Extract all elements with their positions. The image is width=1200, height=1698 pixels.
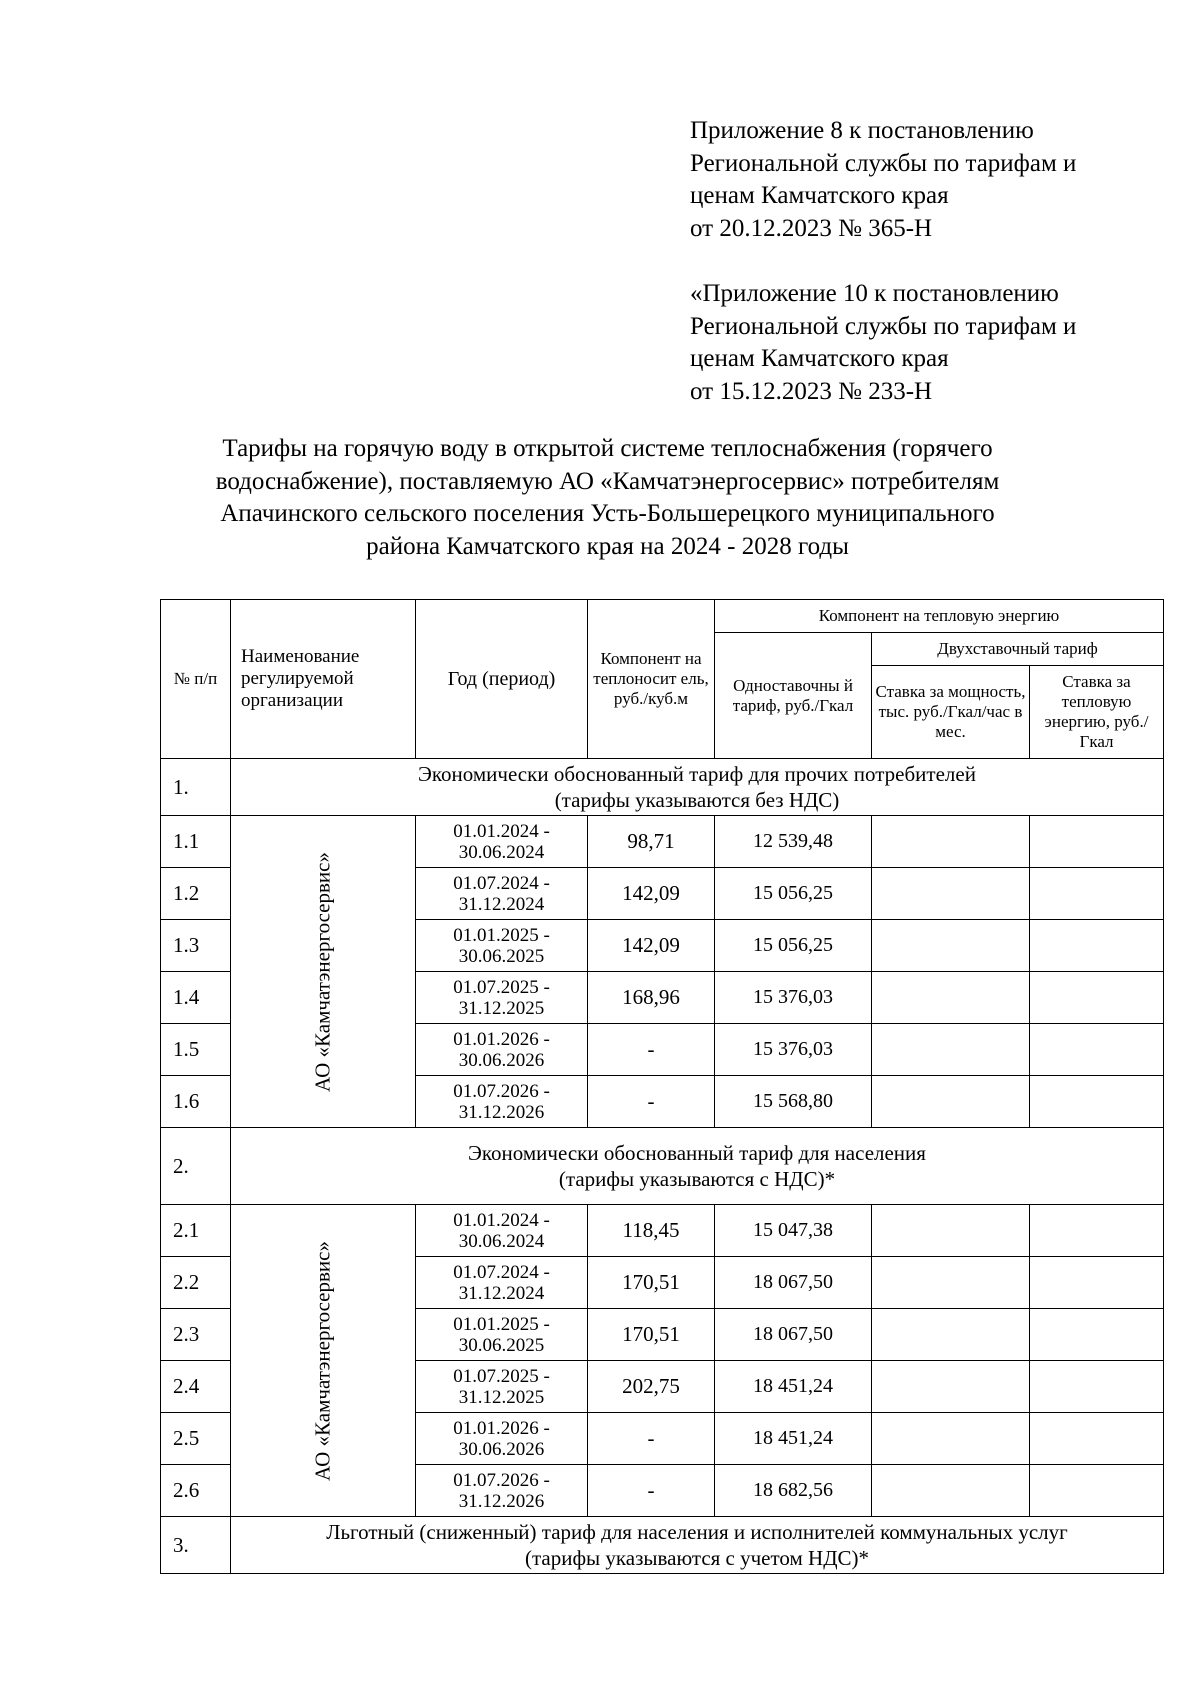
appendix-line: «Приложение 10 к постановлению — [690, 280, 1059, 307]
section-title-line: (тарифы указываются без НДС) — [554, 788, 840, 812]
period-end: 31.12.2026 — [458, 1490, 545, 1512]
section-title — [231, 1517, 1164, 1574]
carrier-value: 168,96 — [588, 972, 715, 1024]
carrier-value: 118,45 — [588, 1205, 715, 1257]
appendix-line: Приложение 8 к постановлению — [690, 117, 1034, 144]
capacity-rate-value — [872, 1205, 1030, 1257]
section-row — [161, 1128, 1164, 1205]
period-cell — [416, 1024, 588, 1076]
period-end: 30.06.2024 — [458, 841, 545, 863]
period-cell — [416, 1361, 588, 1413]
carrier-value: 170,51 — [588, 1309, 715, 1361]
section-number: 3. — [161, 1517, 231, 1574]
header-energy-rate: Ставка за тепловую энергию, руб./Гкал — [1030, 666, 1164, 759]
single-rate-value: 18 451,24 — [715, 1413, 872, 1465]
organization-name: АО «Камчатэнергосервис» — [310, 1240, 335, 1481]
title-line: Апачинского сельского поселения Усть-Большерецкого муниципального — [220, 500, 995, 527]
carrier-value: 170,51 — [588, 1257, 715, 1309]
single-rate-value: 15 056,25 — [715, 920, 872, 972]
energy-rate-value — [1030, 1024, 1164, 1076]
carrier-value: 202,75 — [588, 1361, 715, 1413]
period-end: 31.12.2025 — [458, 1386, 545, 1408]
section-title-line: Льготный (сниженный) тариф для населения и исполнителей коммунальных услуг — [326, 1520, 1068, 1544]
row-number: 1.1 — [161, 816, 231, 868]
capacity-rate-value — [872, 1076, 1030, 1128]
period-start: 01.07.2025 - — [453, 1365, 550, 1387]
period-cell — [416, 972, 588, 1024]
title-line: района Камчатского края на 2024 - 2028 годы — [366, 532, 849, 560]
appendix-reference-previous — [690, 278, 1076, 408]
appendix-line: от 20.12.2023 № 365-Н — [690, 214, 933, 242]
section-title — [231, 759, 1164, 816]
capacity-rate-value — [872, 1024, 1030, 1076]
single-rate-value: 15 568,80 — [715, 1076, 872, 1128]
header-heat-component: Компонент на тепловую энергию — [715, 600, 1164, 633]
row-number: 1.5 — [161, 1024, 231, 1076]
energy-rate-value — [1030, 1465, 1164, 1517]
period-start: 01.07.2025 - — [453, 976, 550, 998]
period-start: 01.01.2026 - — [453, 1028, 550, 1050]
single-rate-value: 12 539,48 — [715, 816, 872, 868]
energy-rate-value — [1030, 920, 1164, 972]
row-number: 2.3 — [161, 1309, 231, 1361]
header-two-rate: Двухставочный тариф — [872, 633, 1164, 666]
section-title-line: (тарифы указываются с НДС)* — [558, 1167, 836, 1191]
period-cell — [416, 1205, 588, 1257]
period-start: 01.01.2026 - — [453, 1417, 550, 1439]
header-num: № п/п — [161, 600, 231, 759]
organization-cell — [231, 1205, 416, 1517]
period-cell — [416, 868, 588, 920]
row-number: 1.2 — [161, 868, 231, 920]
table-row — [161, 1205, 1164, 1257]
period-end: 30.06.2026 — [458, 1049, 545, 1071]
row-number: 1.4 — [161, 972, 231, 1024]
row-number: 2.2 — [161, 1257, 231, 1309]
period-cell — [416, 816, 588, 868]
row-number: 2.1 — [161, 1205, 231, 1257]
organization-name: АО «Камчатэнергосервис» — [310, 851, 335, 1092]
period-end: 30.06.2025 — [458, 945, 545, 967]
period-start: 01.07.2026 - — [453, 1080, 550, 1102]
period-end: 31.12.2024 — [458, 1282, 545, 1304]
period-start: 01.01.2024 - — [453, 820, 550, 842]
period-end: 31.12.2025 — [458, 997, 545, 1019]
carrier-value: 142,09 — [588, 920, 715, 972]
period-end: 30.06.2025 — [458, 1334, 545, 1356]
period-end: 30.06.2026 — [458, 1438, 545, 1460]
period-cell — [416, 920, 588, 972]
single-rate-value: 18 682,56 — [715, 1465, 872, 1517]
capacity-rate-value — [872, 1413, 1030, 1465]
energy-rate-value — [1030, 1076, 1164, 1128]
energy-rate-value — [1030, 1205, 1164, 1257]
single-rate-value: 18 067,50 — [715, 1257, 872, 1309]
document-title — [150, 433, 1065, 563]
header-organization: Наименование регулируемой организации — [231, 600, 416, 759]
single-rate-value: 18 067,50 — [715, 1309, 872, 1361]
carrier-value: 98,71 — [588, 816, 715, 868]
title-line: Тарифы на горячую воду в открытой системе теплоснабжения (горячего — [222, 435, 993, 462]
energy-rate-value — [1030, 1413, 1164, 1465]
row-number: 1.6 — [161, 1076, 231, 1128]
capacity-rate-value — [872, 972, 1030, 1024]
period-end: 30.06.2024 — [458, 1230, 545, 1252]
single-rate-value: 15 047,38 — [715, 1205, 872, 1257]
carrier-value: - — [588, 1413, 715, 1465]
carrier-value: 142,09 — [588, 868, 715, 920]
capacity-rate-value — [872, 1465, 1030, 1517]
single-rate-value: 15 376,03 — [715, 972, 872, 1024]
energy-rate-value — [1030, 816, 1164, 868]
section-title-line: (тарифы указываются с учетом НДС)* — [524, 1546, 870, 1570]
period-end: 31.12.2024 — [458, 893, 545, 915]
header-carrier-component: Компонент на теплоносит ель, руб./куб.м — [588, 600, 715, 759]
period-end: 31.12.2026 — [458, 1101, 545, 1123]
period-cell — [416, 1309, 588, 1361]
single-rate-value: 15 376,03 — [715, 1024, 872, 1076]
appendix-line: ценам Камчатского края — [690, 182, 949, 209]
appendix-line: Региональной службы по тарифам и — [690, 312, 1077, 340]
single-rate-value: 18 451,24 — [715, 1361, 872, 1413]
period-start: 01.01.2025 - — [453, 1313, 550, 1335]
appendix-line: Региональной службы по тарифам и — [690, 149, 1077, 177]
appendix-line: ценам Камчатского края — [690, 345, 949, 372]
section-title-line: Экономически обоснованный тариф для населения — [468, 1141, 926, 1165]
capacity-rate-value — [872, 1361, 1030, 1413]
section-row — [161, 759, 1164, 816]
carrier-value: - — [588, 1465, 715, 1517]
title-line: водоснабжение), поставляемую АО «Камчатэнергосервис» потребителям — [215, 467, 1000, 495]
carrier-value: - — [588, 1076, 715, 1128]
header-period: Год (период) — [416, 600, 588, 759]
capacity-rate-value — [872, 816, 1030, 868]
energy-rate-value — [1030, 868, 1164, 920]
period-start: 01.01.2025 - — [453, 924, 550, 946]
period-start: 01.07.2024 - — [453, 872, 550, 894]
capacity-rate-value — [872, 1309, 1030, 1361]
section-number: 1. — [161, 759, 231, 816]
period-start: 01.07.2026 - — [453, 1469, 550, 1491]
section-title-line: Экономически обоснованный тариф для прочих потребителей — [418, 762, 976, 786]
section-title — [231, 1128, 1164, 1205]
capacity-rate-value — [872, 920, 1030, 972]
row-number: 2.6 — [161, 1465, 231, 1517]
table-row — [161, 816, 1164, 868]
period-start: 01.01.2024 - — [453, 1209, 550, 1231]
header-single-rate: Одноставочны й тариф, руб./Гкал — [715, 633, 872, 759]
capacity-rate-value — [872, 1257, 1030, 1309]
row-number: 2.5 — [161, 1413, 231, 1465]
section-number: 2. — [161, 1128, 231, 1205]
period-start: 01.07.2024 - — [453, 1261, 550, 1283]
appendix-line: от 15.12.2023 № 233-Н — [690, 377, 933, 405]
row-number: 1.3 — [161, 920, 231, 972]
carrier-value: - — [588, 1024, 715, 1076]
organization-cell — [231, 816, 416, 1128]
period-cell — [416, 1413, 588, 1465]
capacity-rate-value — [872, 868, 1030, 920]
energy-rate-value — [1030, 1309, 1164, 1361]
period-cell — [416, 1257, 588, 1309]
energy-rate-value — [1030, 1361, 1164, 1413]
tariff-table — [160, 599, 1164, 1574]
header-capacity-rate: Ставка за мощность, тыс. руб./Гкал/час в мес. — [872, 666, 1030, 759]
row-number: 2.4 — [161, 1361, 231, 1413]
period-cell — [416, 1465, 588, 1517]
single-rate-value: 15 056,25 — [715, 868, 872, 920]
section-row — [161, 1517, 1164, 1574]
period-cell — [416, 1076, 588, 1128]
energy-rate-value — [1030, 1257, 1164, 1309]
appendix-reference-current — [690, 115, 1076, 245]
energy-rate-value — [1030, 972, 1164, 1024]
